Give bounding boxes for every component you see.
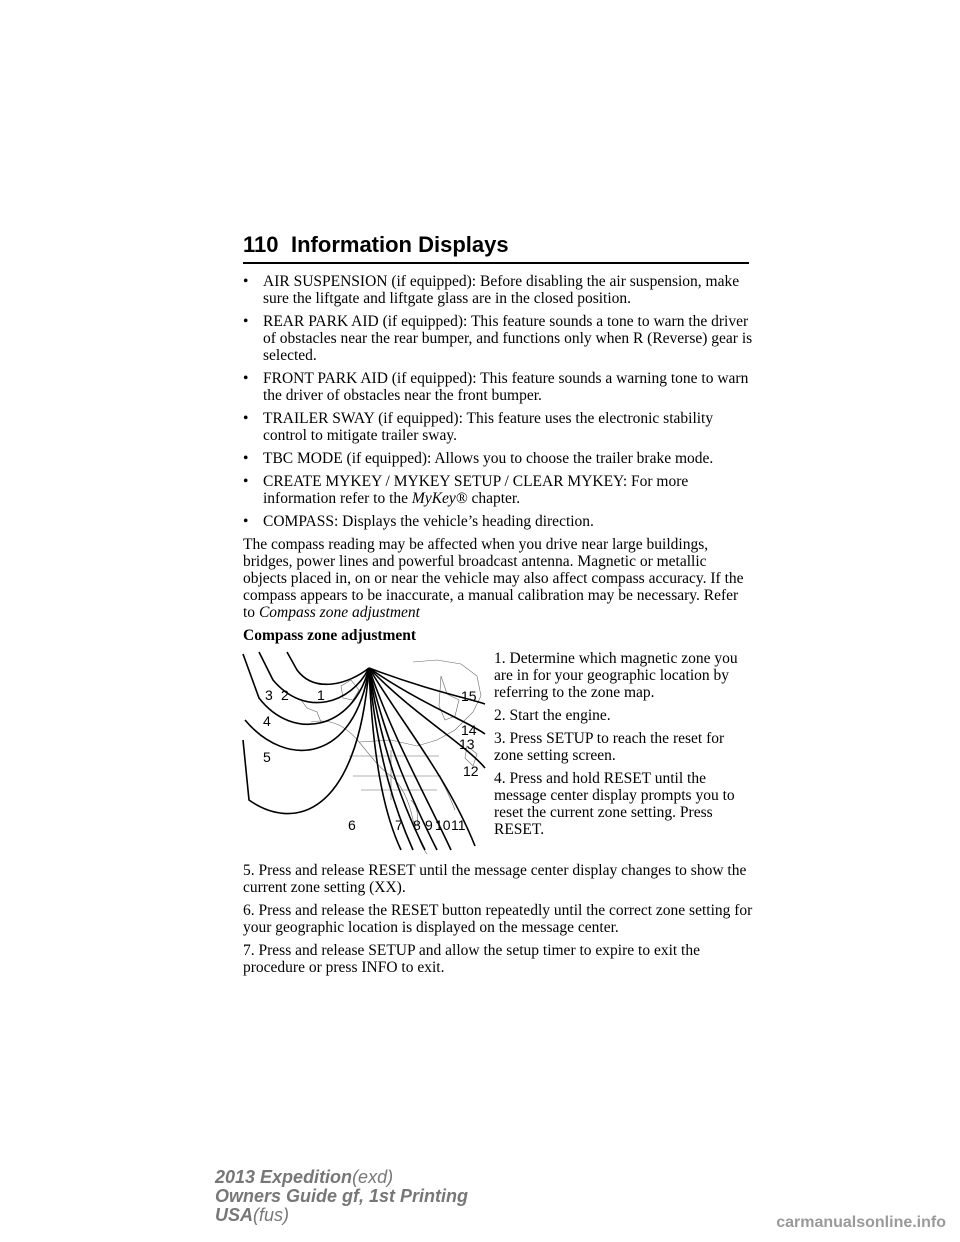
- zone-adjustment-block: [243, 650, 753, 856]
- step-5: 5. Press and release RESET until the message center display changes to show the current zone setting (XX).: [243, 862, 747, 896]
- compass-paragraph: The compass reading may be affected when you drive near large buildings, bridges, power lines and powerful broadcast antenna. Magnetic or metallic objects placed in, on or near the vehicle may also affect compass accuracy. If the compass appears to be inaccurate, a manual calibration may be necessary. Refer to Compass zone adjustment: [243, 536, 744, 621]
- zone-label-11: 11: [451, 817, 466, 833]
- zone-label-12: 12: [463, 763, 479, 779]
- zone-line-3: [243, 654, 369, 724]
- zone-label-10: 10: [435, 817, 451, 833]
- zone-label-4: 4: [263, 713, 271, 729]
- step-7: 7. Press and release SETUP and allow the setup timer to expire to exit the procedure or press INFO to exit.: [243, 942, 700, 976]
- zone-label-14: 14: [461, 722, 477, 738]
- zone-label-7: 7: [395, 817, 403, 833]
- bullet-front-park-aid: • FRONT PARK AID (if equipped): This feature sounds a warning tone to warn the driver of obstacles near the front bumper.: [243, 370, 749, 404]
- zone-label-6: 6: [348, 817, 356, 833]
- zone-label-9: 9: [425, 817, 433, 833]
- page-title: Information Displays: [291, 232, 509, 257]
- bullet-compass: • COMPASS: Displays the vehicle’s heading direction.: [243, 513, 594, 530]
- print-footer: 2013 Expedition(exd) Owners Guide gf, 1st Printing USA(fus): [215, 1167, 469, 1225]
- page-header: [243, 232, 749, 264]
- zone-line-2: [259, 652, 369, 703]
- zone-label-2: 2: [281, 687, 289, 703]
- zone-label-1: 1: [317, 687, 325, 703]
- compass-zone-ref: Compass zone adjustment: [258, 604, 420, 621]
- bullet-tbc-mode: • TBC MODE (if equipped): Allows you to choose the trailer brake mode.: [243, 450, 714, 467]
- zone-line-5: [243, 668, 369, 814]
- step-2: 2. Start the engine.: [494, 707, 611, 724]
- step-3: 3. Press SETUP to reach the reset for zone setting screen.: [494, 730, 725, 764]
- zone-line-12: [369, 668, 485, 768]
- step-6: 6. Press and release the RESET button repeatedly until the correct zone setting for your geographic location is displayed on the message center.: [243, 902, 753, 936]
- bullet-air-suspension: • AIR SUSPENSION (if equipped): Before disabling the air suspension, make sure the liftgate and liftgate glass are in the closed position.: [243, 273, 740, 307]
- zone-label-15: 15: [461, 688, 477, 704]
- bullet-mykey: • CREATE MYKEY / MYKEY SETUP / CLEAR MYKEY: For more information refer to the MyKey® chapter.: [243, 473, 689, 507]
- zone-label-5: 5: [263, 749, 271, 765]
- site-watermark: carmanualsonline.info: [776, 1214, 946, 1231]
- step-4: 4. Press and hold RESET until the message center display prompts you to reset the current zone setting. Press RESET.: [494, 770, 735, 838]
- zone-label-8: 8: [413, 817, 421, 833]
- page-number: 110: [243, 232, 279, 257]
- mykey-chapter-ref: MyKey®: [411, 490, 468, 507]
- page-body: [243, 273, 753, 982]
- zone-line-1: [287, 652, 369, 684]
- zone-steps-side: [494, 650, 756, 844]
- zone-label-3: 3: [265, 687, 273, 703]
- step-1: 1. Determine which magnetic zone you are in for your geographic location by referring to the zone map.: [494, 650, 738, 701]
- section-heading: Compass zone adjustment: [243, 627, 417, 644]
- bullet-rear-park-aid: • REAR PARK AID (if equipped): This feature sounds a tone to warn the driver of obstacles near the rear bumper, and functions only when R (Reverse) gear is selected.: [243, 313, 753, 364]
- compass-zone-map: [241, 650, 487, 856]
- bullet-trailer-sway: • TRAILER SWAY (if equipped): This feature uses the electronic stability control to mitigate trailer sway.: [243, 410, 714, 444]
- zone-label-13: 13: [459, 736, 475, 752]
